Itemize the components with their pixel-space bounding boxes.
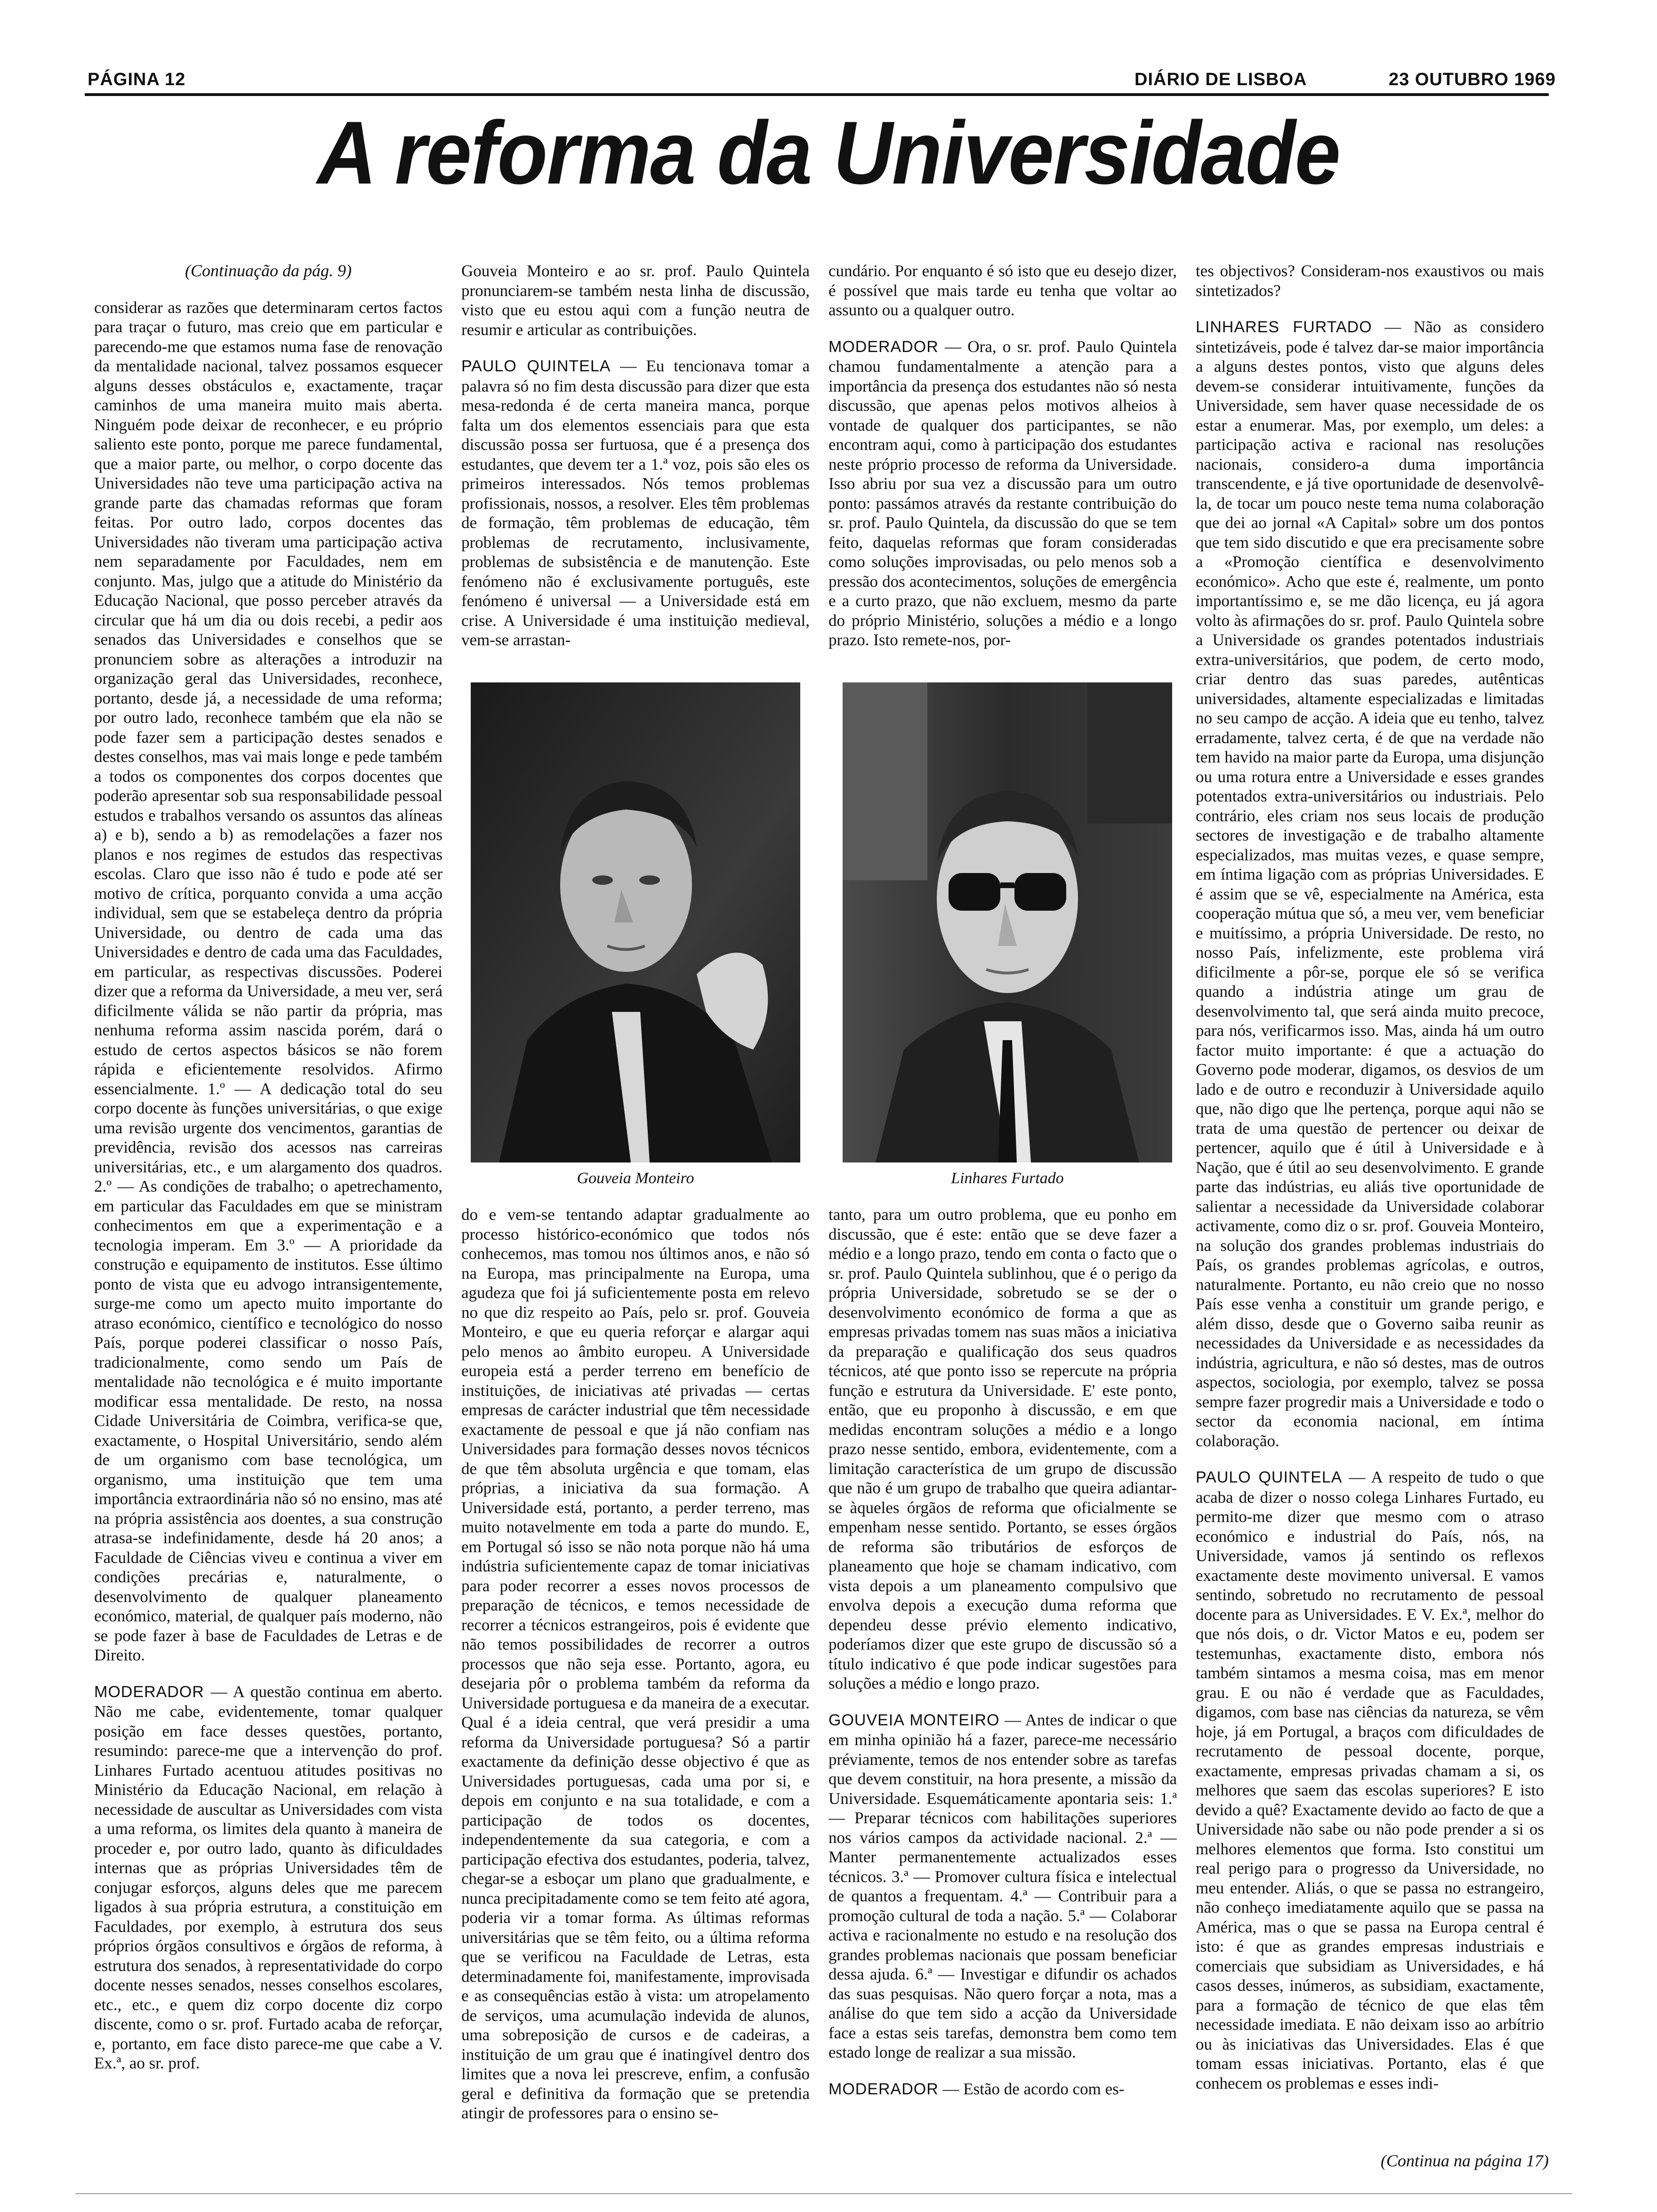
col4-paragraph-2: LINHARES FURTADO — Não as considero sintetizáveis, pode é talvez dar-se maior importância a alguns destes pontos, visto que alguns deles devem-se considerar intuitivamente, funções da Universidade, sem haver quase necessidade de os estar a enumerar. Mas, por exemplo, um deles: a participação activa e racional nas resoluções nacionais, considero-a duma importância transcendente, e já tive oportunidade de desenvolvê-la, de tocar um pouco neste tema numa colaboração que dei ao jornal «A Capital» sobre um dos pontos que tem sido discutido e que era precisamente sobre a «Promoção científica e desenvolvimento económico». Acho que este é, realmente, um ponto importantíssimo e, se me dão licença, eu já agora volto às afirmações do sr. prof. Paulo Quintela sobre a Universidade os grandes potentados industriais extra-universitários, que podem, de certo modo, criar dentro das suas paredes, autênticas universidades, altamente especializadas e limitadas no seu campo de acção. A ideia que eu tenho, talvez erradamente, talvez certa, é de que na verdade não tem havido na maior parte da Europa, uma disjunção ou uma rotura entre a Universidade e esses grandes potentados extra-universitários ou industriais. Pelo contrário, eles criam nos seus locais de produção sectores de investigação e de trabalho altamente especializados, mas muitas vezes, e quase sempre, em íntima ligação com as próprias Universidades. E é assim que se vê, especialmente na América, esta cooperação mútua que só, a meu ver, vem beneficiar e muitíssimo, a própria Universidade. De resto, no nosso País, infelizmente, este problema virá dificilmente a pôr-se, porque ele só se verifica quando a indústria atinge um grau de desenvolvimento tal, que será ainda muito precoce, para nós, verificarmos isso. Mas, ainda há um outro factor muito importante: é que a actuação do Governo pode moderar, digamos, os desvios de um lado e de outro e reconduzir à Universidade aquilo que, não digo que lhe pertença, porque aqui não se trata de uma questão de pertencer ou deixar de pertencer, aquilo que é útil à Universidade e à Nação, que é útil ao seu desenvolvimento. E grande parte das indústrias, eu aliás tive oportunidade de salientar a necessidade da Universidade colaborar activamente, como diz o sr. prof. Gouveia Monteiro, na solução dos grandes problemas industriais do País, os grandes problemas agrícolas, e outros, naturalmente. Portanto, eu não creio que no nosso País esse venha a constituir um grande perigo, e além disso, desde que o Governo saiba reunir as necessidades da Universidade e as necessidades da indústria, agricultura, e não só destes, mas de outros aspectos, sociologia, por exemplo, talvez se possa sempre fazer progredir mais a Universidade e todo o sector da economia nacional, em íntima colaboração.: [1196, 318, 1544, 1450]
page-number: PÁGINA 12: [88, 70, 186, 89]
column-4: [1196, 261, 1544, 2144]
speaker-label: LINHARES FURTADO: [1196, 318, 1372, 336]
column-2-bottom: [461, 1205, 810, 2146]
newspaper-name: DIÁRIO DE LISBOA: [1134, 70, 1307, 89]
column-3-top: [828, 261, 1177, 666]
article-title: A reforma da Universidade: [317, 103, 1340, 203]
continuation-to: (Continua na página 17): [1381, 2151, 1549, 2170]
column-1: [94, 261, 442, 2163]
speaker-label: PAULO QUINTELA: [461, 357, 611, 375]
caption-right: Linhares Furtado: [951, 1170, 1064, 1187]
col3-bottom-paragraph-3: MODERADOR — Estão de acordo com es-: [828, 2079, 1125, 2098]
col4-paragraph-3: PAULO QUINTELA — A respeito de tudo o que acaba de dizer o nosso colega Linhares Furtado, eu permito-me dizer que mesmo com o atraso económico e industrial do País, nós, na Universidade, vamos já sentindo os reflexos exactamente deste movimento universal. E vamos sentindo, sobretudo no recrutamento de pessoal docente para as Universidades. E V. Ex.ª, melhor do que nós dois, o dr. Victor Matos e eu, podem ser testemunhas, exactamente disto, embora nós também sintamos a mesma coisa, mas em menor grau. E ou não é verdade que as Faculdades, digamos, com base nas ciências da natureza, se vêm hoje, já em Portugal, a braços com dificuldades de recrutamento de pessoal docente, porque, exactamente, empresas privadas chamam a si, os melhores que saem das escolas superiores? E isto devido a quê? Exactamente devido ao facto de que a Universidade não sabe ou não pode prender a si os melhores elementos que forma. Isto constitui um real perigo para o progresso da Universidade, no meu entender. Aliás, o que se passa no estrangeiro, não conheço imediatamente aquilo que se passa na América, mas o que se passa na Europa central é isto: é que as grandes empresas industriais e comerciais que subsidiam as Universidades, e há casos desses, inúmeros, as subsidiam, exactamente, para a formação de técnico de que elas têm necessidade imediata. E não deixam isso ao arbítrio ou às iniciativas das Universidades. Elas é que tomam essas iniciativas. Portanto, elas é que conhecem os problemas e esses indi-: [1196, 1468, 1544, 2092]
col3-top-paragraph-1: cundário. Por enquanto é só isto que eu desejo dizer, é possível que mais tarde eu tenha que voltar ao assunto ou a qualquer outro.: [828, 262, 1177, 319]
speaker-label: MODERADOR: [94, 1683, 204, 1701]
col2-top-paragraph-1: Gouveia Monteiro e ao sr. prof. Paulo Quintela pronunciarem-se também nesta linha de discussão, visto que eu estou aqui com a função neutra de resumir e articular as contribuições.: [461, 262, 810, 339]
col3-bottom-paragraph-2: GOUVEIA MONTEIRO — Antes de indicar o que em minha opinião há a fazer, parece-me necessário préviamente, temos de nos entender sobre as tarefas que devem constituir, na hora presente, a missão da Universidade. Esquemáticamente apontaria seis: 1.ª — Preparar técnicos com habilitações superiores nos vários campos da actividade nacional. 2.ª — Manter permanentemente actualizados esses técnicos. 3.ª — Promover cultura física e intelectual de quantos a frequentam. 4.ª — Contribuir para a promoção cultural de toda a nação. 5.ª — Colaborar activa e racionalmente no estudo e na resolução dos grandes problemas nacionais que possam beneficiar dessa ajuda. 6.ª — Investigar e difundir os achados das suas pesquisas. Não quero forçar a nota, mas a análise do que tem sido a acção da Universidade face a estas seis tarefas, demonstra bem como tem estado longe de realizar a sua missão.: [828, 1710, 1177, 2061]
col3-top-paragraph-2: MODERADOR — Ora, o sr. prof. Paulo Quintela chamou fundamentalmente a atenção para a importância da presença dos estudantes não só nesta discussão, que apenas pelos motivos alheios à vontade de qualquer dos participantes, se não encontram aqui, como à participação dos estudantes neste próprio processo de reforma da Universidade. Isso abriu por sua vez a discussão para um outro ponto: passámos através da restante contribuição do sr. prof. Paulo Quintela, da discussão do que se tem feito, daquelas reformas que foram consideradas como soluções improvisadas, ou pelo menos sob a pressão dos acontecimentos, soluções de emergência e a curto prazo, que não excluem, mesmo da parte do próprio Ministério, soluções a médio e a longo prazo. Isto remete-nos, por-: [828, 337, 1177, 649]
caption-left: Gouveia Monteiro: [577, 1170, 694, 1187]
speaker-label: MODERADOR: [828, 2080, 939, 2098]
speaker-label: GOUVEIA MONTEIRO: [828, 1711, 1000, 1729]
column-2-top: [461, 261, 810, 666]
speaker-label: PAULO QUINTELA: [1196, 1468, 1343, 1486]
header-rule: [85, 93, 1549, 96]
continuation-from: (Continuação da pág. 9): [185, 261, 352, 280]
col2-bottom-paragraph-1: do e vem-se tentando adaptar gradualmente ao processo histórico-económico que todos nós conhecemos, mas tomou nos últimos anos, e não só na Europa, mas principalmente na Europa, uma agudeza que foi já suficientemente posta em relevo no que diz respeito ao País, pelo sr. prof. Gouveia Monteiro, e que eu queria reforçar e alargar aqui pelo menos ao âmbito europeu. A Universidade europeia está a perder terreno em benefício de instituições, de iniciativas até privadas — certas empresas de carácter industrial que têm necessidade exactamente de pessoal e que já não confiam nas Universidades para formação desses novos técnicos de que têm absoluta urgência e que tomam, elas próprias, a iniciativa da sua formação. A Universidade está, portanto, a perder terreno, mas muito notavelmente em toda a parte do mundo. E, em Portugal só isso se não nota porque não há uma indústria suficientemente capaz de tomar iniciativas para poder recorrer a esses novos processos de preparação de técnicos, e temos necessidade de recorrer a técnicos estrangeiros, pois é evidente que não temos possibilidades de recorrer a outros processos que não seja esse. Portanto, agora, eu desejaria pôr o problema também da reforma da Universidade portuguesa e da maneira de a executar. Qual é a ideia central, que verá presidir a uma reforma da Universidade portuguesa? Só a partir exactamente da definição desse objectivo é que as Universidades portuguesas, cada uma por si, e depois em conjunto e na sua totalidade, e com a participação de todos os docentes, independentemente da sua categoria, e com a participação efectiva dos estudantes, poderia, talvez, chegar-se a esboçar um plano que gradualmente, e nunca precipitadamente como se tem feito até agora, poderia vir a tomar forma. As últimas reformas universitárias que se têm feito, ou a última reforma que se verificou na Faculdade de Letras, esta determinadamente foi, manifestamente, improvisada e as consequências estão à vista: um atropelamento de serviços, uma acumulação indevida de alunos, uma sobreposição de cursos e de cadeiras, a instituição de um grau que é inatingível dentro dos limites que a nova lei prescreve, enfim, a confusão geral e definitiva da formação que se pretendia atingir de professores para o ensino se-: [461, 1205, 810, 2122]
col1-paragraph-2: MODERADOR — A questão continua em aberto. Não me cabe, evidentemente, tomar qualquer posição em face desses questões, portanto, resumindo: parece-me que a intervenção do prof. Linhares Furtado acentuou atitudes positivas no Ministério da Educação Nacional, em relação à necessidade de auscultar as Universidades com vista a uma reforma, os limites dela quanto à maneira de proceder e, por outro lado, quanto às dificuldades internas que as próprias Universidades têm de conjugar esforços, alguns deles que me parecem ligados à sua própria estrutura, a constituição em Faculdades, por exemplo, à estrutura dos seus próprios órgãos consultivos e órgãos de reforma, à estrutura dos senados, à representatividade do corpo docente nesses senados, nesses conselhos escolares, etc., etc., e quem diz corpo docente diz corpo discente, como o sr. prof. Furtado acaba de reforçar, e, portanto, em face disto parece-me que cabe a V. Ex.ª, ao sr. prof.: [94, 1682, 442, 2072]
portrait-photo-gouveia-monteiro: [471, 682, 800, 1162]
col2-top-paragraph-2: PAULO QUINTELA — Eu tencionava tomar a palavra só no fim desta discussão para dizer que esta mesa-redonda é de certa maneira manca, porque falta um dos elementos essenciais para que esta discussão possa ser furtuosa, que é a presença dos estudantes, que devem ter a 1.ª voz, pois são eles os primeiros interessados. Nós temos problemas profissionais, nossos, a resolver. Eles têm problemas de formação, têm problemas de educação, têm problemas de recrutamento, inclusivamente, problemas de subsistência e de manutenção. Este fenómeno não é exclusivamente português, este fenómeno é universal — a Universidade está em crise. A Universidade é uma instituição medieval, vem-se arrastan-: [461, 357, 810, 649]
portrait-photo-linhares-furtado: [843, 682, 1172, 1162]
portrait-gouveia-monteiro-image: [471, 682, 800, 1162]
portrait-linhares-furtado-image: [843, 682, 1172, 1162]
col1-paragraph-1: considerar as razões que determinaram certos factos para traçar o futuro, mas creio que em particular e parecendo-me que estamos numa fase de renovação da mentalidade nacional, talvez possamos esquecer alguns desses obstáculos e, exactamente, traçar caminhos de uma maneira muito mais aberta. Ninguém pode deixar de reconhecer, e eu próprio saliento este ponto, porque me parece fundamental, que a maior parte, ou melhor, o corpo docente das Universidades não teve uma participação activa na grande parte das chamadas reformas que foram feitas. Por outro lado, corpos docentes das Universidades não tiveram uma participação activa nem separadamente por Faculdades, nem em conjunto. Mas, julgo que a atitude do Ministério da Educação Nacional, que posso perceber através da circular que há um dia ou dois recebi, a pedir aos senados das Universidades e conselhos que se pronunciem sobre as alterações a introduzir na organização geral das Universidades, reconhece, portanto, desde já, a necessidade de uma reforma; por outro lado, reconhece também que ela não se pode fazer sem a participação destes senados e destes conselhos, mas vai mais longe e pede também a todos os componentes dos corpos docentes que poderão apresentar sob sua responsabilidade pessoal estudos e trabalhos versando os assuntos das alíneas a) e b), sendo a b) as remodelações a fazer nos planos e nos regimes de estudos das respectivas escolas. Claro que isso não é tudo e pode até ser motivo de crítica, porquanto convida a uma acção individual, sem que se estabeleça dentro da própria Universidade, ou dentro de cada uma das Universidades e dentro de cada uma das Faculdades, em particular, as respectivas discussões. Poderei dizer que a reforma da Universidade, a meu ver, será dificilmente válida se não partir da própria, mas nenhuma reforma assim nascida porém, dará o estudo de certos aspectos básicos se não forem rápida e eficientemente resolvidos. Afirmo essencialmente. 1.º — A dedicação total do seu corpo docente às funções universitárias, o que exige uma revisão urgente dos vencimentos, garantias de previdência, revisão dos acessos nas carreiras universitárias, etc., e um alargamento dos quadros. 2.º — As condições de trabalho; o apetrechamento, em particular das Faculdades em que se ministram conhecimentos em que a experimentação e a tecnologia imperam. Em 3.º — A prioridade da construção e equipamento de institutos. Esse último ponto de vista que eu advogo intransigentemente, surge-me como um apecto muito importante do atraso económico, científico e tecnológico do nosso País, porque poderei classificar o nosso País, tradicionalmente, como sendo um País de mentalidade não tecnológica e é muito importante modificar essa mentalidade. De resto, na nossa Cidade Universitária de Coimbra, verifica-se que, exactamente, o Hospital Universitário, sendo além de um organismo com base tecnológica, um organismo, uma instituição que tem uma importância extraordinária não só no ensino, mas até na própria assistência aos doentes, a sua construção atrasa-se indefinidamente, desde há 20 anos; a Faculdade de Ciências viveu e continua a viver em condições precárias e, naturalmente, o desenvolvimento de qualquer planeamento económico, material, de qualquer país moderno, não se pode fazer à base de Faculdades de Letras e de Direito.: [94, 298, 442, 1664]
col3-bottom-paragraph-1: tanto, para um outro problema, que eu ponho em discussão, que é este: então que se deve fazer a médio e a longo prazo, tendo em conta o facto que o sr. prof. Paulo Quintela sublinhou, que é o perigo da própria Universidade, sobretudo se se der o desenvolvimento económico de forma a que as empresas privadas tomem nas suas mãos a iniciativa da preparação e qualificação dos seus quadros técnicos, até que ponto isso se repercute na própria função e estrutura da Universidade. E' este ponto, então, que eu proponho à discussão, e em que medidas encontram soluções a médio e a longo prazo nesse sentido, embora, evidentemente, com a limitação característica de um grupo de discussão que não é um grupo de trabalho que queira adiantar-se àqueles órgãos de reforma que oficialmente se empenham nesse sentido. Portanto, se esses órgãos de reforma são tributários de esforços de planeamento que hoje se chamam indicativo, com vista depois a um planeamento compulsivo que envolva depois a execução duma reforma que dependeu desse prévio elemento indicativo, poderíamos dizer que este grupo de discussão só a título indicativo é que pode indicar sugestões para soluções a médio e longo prazo.: [828, 1205, 1177, 1692]
col4-paragraph-1: tes objectivos? Consideram-nos exaustivos ou mais sintetizados?: [1196, 262, 1544, 300]
speaker-label: MODERADOR: [828, 337, 939, 356]
column-3-bottom: [828, 1205, 1177, 2156]
bottom-rule: [75, 2193, 1572, 2194]
issue-date: 23 OUTUBRO 1969: [1389, 70, 1556, 89]
